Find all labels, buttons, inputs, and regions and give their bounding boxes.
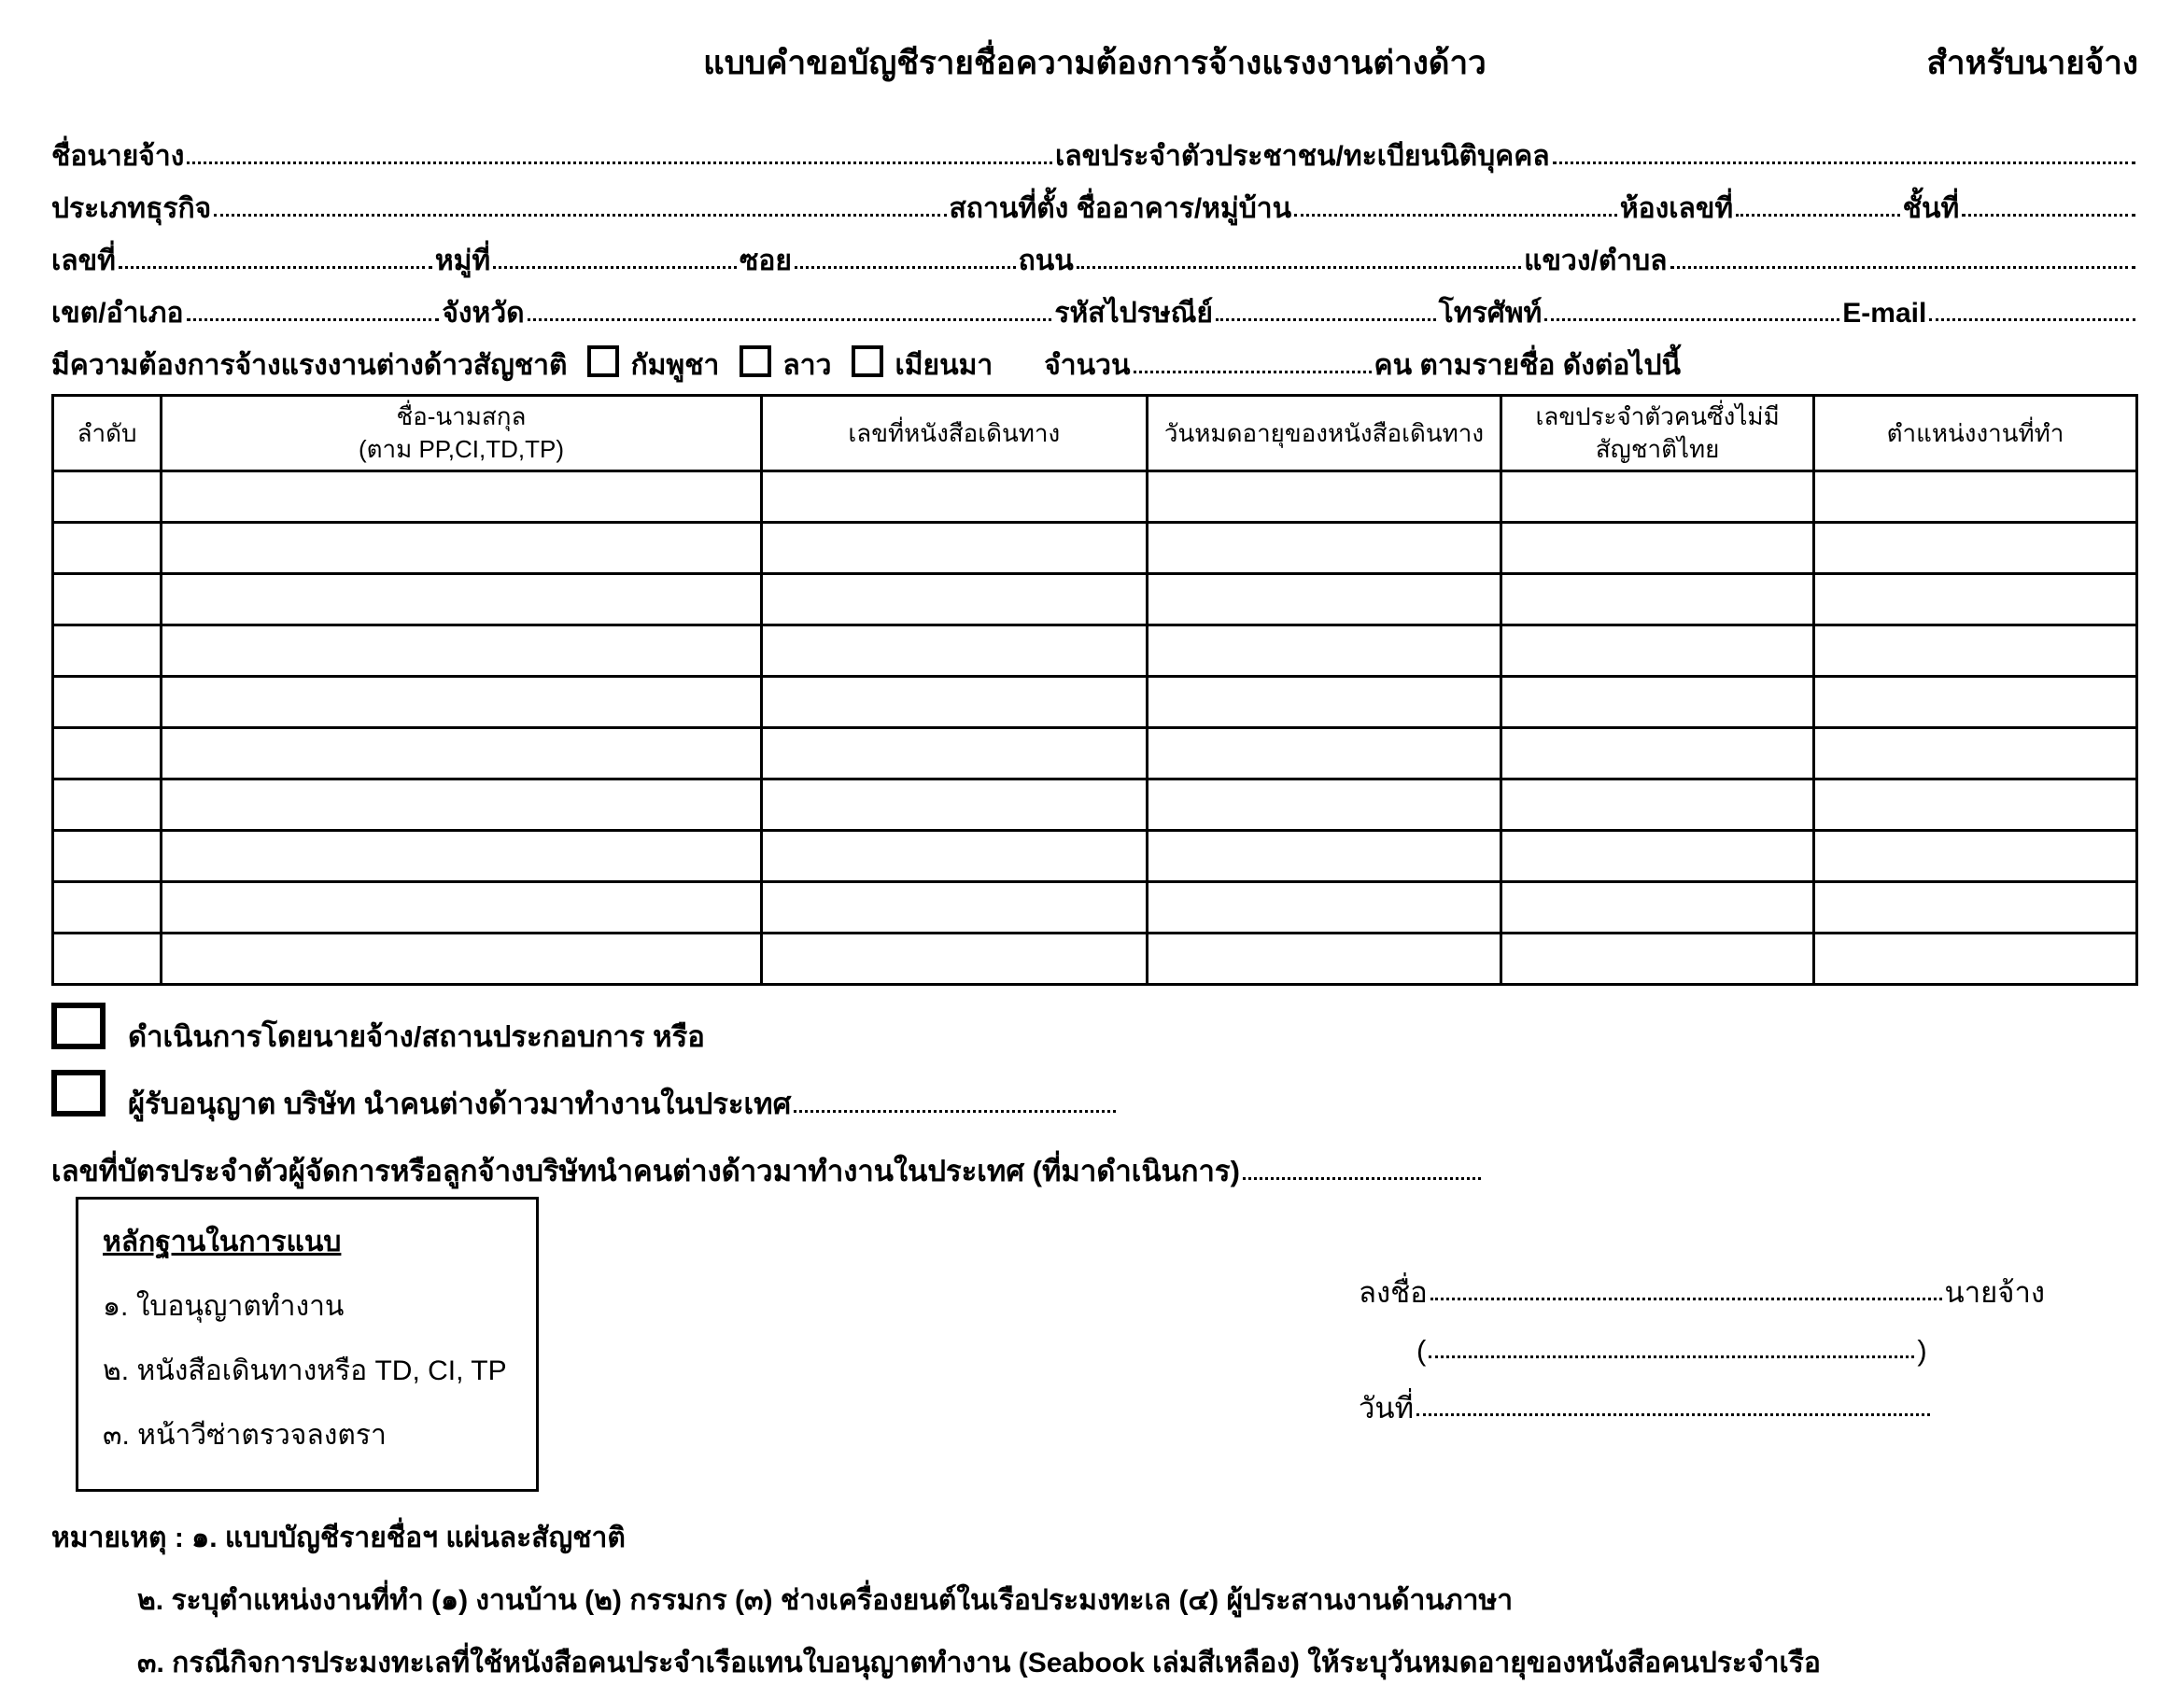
worker-table-cell[interactable]: [53, 831, 162, 882]
date-line: [1359, 1367, 2045, 1425]
floor-fill[interactable]: [1962, 214, 2135, 217]
worker-table-cell[interactable]: [1147, 831, 1501, 882]
worker-table-cell[interactable]: [761, 677, 1147, 728]
worker-table-cell[interactable]: [761, 882, 1147, 934]
nationality-prefix: มีความต้องการจ้างแรงงานต่างด้าวสัญชาติ: [51, 350, 568, 381]
col-header-alien-id: เลขประจำตัวคนซึ่งไม่มีสัญชาติไทย: [1501, 396, 1814, 471]
moo-label: หมู่ที่: [434, 246, 491, 276]
attachment-item-3: ๓. หน้าวีซ่าตรวจลงตรา: [103, 1420, 387, 1452]
worker-table-cell[interactable]: [1814, 677, 2137, 728]
province-label: จังหวัด: [442, 298, 525, 329]
worker-table-cell[interactable]: [53, 882, 162, 934]
subdistrict-label: แขวง/ตำบล: [1524, 246, 1668, 276]
line-employer-name: [51, 119, 2138, 172]
quantity-label: จำนวน: [1044, 350, 1131, 381]
worker-table-cell[interactable]: [761, 831, 1147, 882]
building-fill[interactable]: [1294, 214, 1617, 217]
subdistrict-fill[interactable]: [1670, 266, 2135, 269]
label-cambodia: กัมพูชา: [630, 350, 720, 381]
worker-table-cell[interactable]: [53, 471, 162, 523]
worker-table-cell[interactable]: [53, 523, 162, 574]
worker-table-cell[interactable]: [1501, 728, 1814, 779]
col-header-job-position: ตำแหน่งงานที่ทำ: [1814, 396, 2137, 471]
worker-table-cell[interactable]: [1814, 625, 2137, 677]
worker-table-cell[interactable]: [1814, 882, 2137, 934]
worker-table-cell[interactable]: [1147, 728, 1501, 779]
line-business: [51, 172, 2138, 224]
worker-table-cell[interactable]: [761, 574, 1147, 625]
checkbox-myanmar[interactable]: [852, 345, 883, 377]
worker-table-cell[interactable]: [162, 728, 762, 779]
worker-table-row: [53, 934, 2137, 985]
corner-label: สำหรับนายจ้าง: [1926, 45, 2138, 81]
line-address2: [51, 276, 2138, 329]
phone-label: โทรศัพท์: [1438, 298, 1543, 329]
quantity-suffix: คน ตามรายชื่อ ดังต่อไปนี้: [1374, 350, 1682, 381]
worker-table-cell[interactable]: [53, 574, 162, 625]
worker-table-cell[interactable]: [1814, 574, 2137, 625]
note-line-2: [137, 1579, 2138, 1622]
process-option-employer: [51, 999, 2138, 1053]
worker-table-cell[interactable]: [761, 779, 1147, 831]
note-item-3: ๓. กรณีกิจการประมงทะเลที่ใช้หนังสือคนประจำเรือแทนใบอนุญาตทำงาน (Seabook เล่มสีเหลือง) ให้ระบุวันหมดอายุของหนังสือคนประจำเรือ: [137, 1648, 1821, 1679]
business-type-label: ประเภทธุรกิจ: [51, 193, 212, 224]
employer-name-label: ชื่อนายจ้าง: [51, 141, 185, 172]
soi-fill[interactable]: [795, 266, 1016, 269]
district-fill[interactable]: [187, 318, 440, 321]
label-myanmar: เมียนมา: [895, 350, 993, 381]
signer-name-line: [1359, 1309, 2045, 1367]
worker-table-cell[interactable]: [162, 523, 762, 574]
worker-table-row: [53, 677, 2137, 728]
national-id-label: เลขประจำตัวประชาชน/ทะเบียนนิติบุคคล: [1054, 141, 1550, 172]
house-no-fill[interactable]: [119, 266, 432, 269]
checkbox-cambodia[interactable]: [587, 345, 619, 377]
note-item-1: ๑. แบบบัญชีรายชื่อฯ แผ่นละสัญชาติ: [191, 1523, 626, 1554]
worker-table-cell[interactable]: [53, 728, 162, 779]
business-type-fill[interactable]: [214, 214, 946, 217]
postcode-label: รหัสไปรษณีย์: [1054, 298, 1214, 329]
worker-table-cell[interactable]: [1501, 677, 1814, 728]
worker-table: [51, 394, 2138, 986]
province-fill[interactable]: [528, 318, 1052, 321]
notes-prefix: หมายเหตุ :: [51, 1523, 184, 1554]
worker-table-cell[interactable]: [761, 471, 1147, 523]
date-label: วันที่: [1359, 1392, 1415, 1425]
manager-id-line: [51, 1133, 2138, 1187]
worker-table-cell[interactable]: [53, 625, 162, 677]
road-fill[interactable]: [1077, 266, 1521, 269]
notes-section: [51, 1516, 2138, 1685]
worker-table-cell[interactable]: [1147, 882, 1501, 934]
worker-table-row: [53, 882, 2137, 934]
paren-open: (: [1416, 1334, 1427, 1368]
room-label: ห้องเลขที่: [1619, 193, 1734, 224]
checkbox-by-employer[interactable]: [51, 1003, 106, 1049]
note-line-1: [51, 1516, 2138, 1560]
by-agency-label: ผู้รับอนุญาต บริษัท นำคนต่างด้าวมาทำงานในประเทศ: [128, 1088, 792, 1121]
manager-id-fill[interactable]: [1243, 1177, 1481, 1180]
col-header-no: ลำดับ: [53, 396, 162, 471]
worker-table-row: [53, 779, 2137, 831]
attachment-item-1: ๑. ใบอนุญาตทำงาน: [103, 1291, 345, 1323]
worker-table-cell[interactable]: [1147, 779, 1501, 831]
col-header-name-line2: (ตาม PP,CI,TD,TP): [358, 435, 564, 464]
worker-table-cell[interactable]: [1501, 779, 1814, 831]
worker-table-cell[interactable]: [162, 779, 762, 831]
paren-close: ): [1917, 1334, 1927, 1368]
worker-table-cell[interactable]: [1147, 625, 1501, 677]
process-option-agency: [51, 1066, 2138, 1120]
phone-fill[interactable]: [1544, 318, 1839, 321]
worker-table-cell[interactable]: [1501, 934, 1814, 985]
worker-table-cell[interactable]: [1147, 523, 1501, 574]
worker-table-cell[interactable]: [1501, 831, 1814, 882]
header: [51, 35, 2138, 95]
worker-table-cell[interactable]: [1814, 523, 2137, 574]
worker-table-cell[interactable]: [1814, 471, 2137, 523]
email-fill[interactable]: [1929, 318, 2135, 321]
worker-table-cell[interactable]: [53, 934, 162, 985]
worker-table-cell[interactable]: [1501, 574, 1814, 625]
worker-table-cell[interactable]: [1147, 934, 1501, 985]
attachments-title: หลักฐานในการแนบ: [103, 1227, 342, 1258]
worker-table-row: [53, 574, 2137, 625]
worker-table-cell[interactable]: [162, 574, 762, 625]
worker-table-cell[interactable]: [1501, 471, 1814, 523]
note-line-3: [137, 1641, 2138, 1685]
worker-table-cell[interactable]: [761, 728, 1147, 779]
worker-table-row: [53, 471, 2137, 523]
checkbox-laos[interactable]: [740, 345, 771, 377]
worker-table-cell[interactable]: [53, 677, 162, 728]
employer-name-fill[interactable]: [187, 161, 1052, 164]
note-item-2: ๒. ระบุตำแหน่งงานที่ทำ (๑) งานบ้าน (๒) กรรมกร (๓) ช่างเครื่องยนต์ในเรือประมงทะเล (๔) ผู้ประสานงานด้านภาษา: [137, 1585, 1514, 1617]
by-employer-label: ดำเนินการโดยนายจ้าง/สถานประกอบการ หรือ: [128, 1020, 705, 1054]
line-address1: [51, 224, 2138, 276]
worker-table-row: [53, 523, 2137, 574]
worker-table-cell[interactable]: [1814, 779, 2137, 831]
bottom-row: [51, 1197, 2138, 1492]
national-id-fill[interactable]: [1553, 161, 2135, 164]
col-header-passport-expiry: วันหมดอายุของหนังสือเดินทาง: [1147, 396, 1501, 471]
worker-table-row: [53, 728, 2137, 779]
district-label: เขต/อำเภอ: [51, 298, 184, 329]
line-nationality: [51, 329, 2138, 381]
date-fill[interactable]: [1416, 1413, 1930, 1416]
worker-table-cell[interactable]: [162, 625, 762, 677]
col-header-name: [162, 396, 762, 471]
signature-fill[interactable]: [1430, 1298, 1942, 1300]
worker-table-cell[interactable]: [53, 779, 162, 831]
signature-line: [1359, 1251, 2045, 1309]
col-header-name-line1: ชื่อ-นามสกุล: [396, 402, 527, 430]
col-header-passport-no: เลขที่หนังสือเดินทาง: [761, 396, 1147, 471]
worker-table-cell[interactable]: [761, 934, 1147, 985]
worker-table-body: [53, 471, 2137, 985]
agency-name-fill[interactable]: [794, 1110, 1116, 1113]
attachments-box: [76, 1197, 539, 1492]
worker-table-cell[interactable]: [162, 677, 762, 728]
worker-table-row: [53, 625, 2137, 677]
moo-fill[interactable]: [493, 266, 737, 269]
label-laos: ลาว: [782, 350, 832, 381]
signer-name-fill[interactable]: [1429, 1355, 1914, 1358]
road-label: ถนน: [1018, 246, 1074, 276]
worker-table-cell[interactable]: [761, 523, 1147, 574]
email-label: E-mail: [1842, 298, 1927, 329]
worker-table-cell[interactable]: [1147, 574, 1501, 625]
soi-label: ซอย: [739, 246, 792, 276]
location-label: สถานที่ตั้ง ชื่ออาคาร/หมู่บ้าน: [949, 193, 1292, 224]
worker-table-cell[interactable]: [1501, 882, 1814, 934]
worker-table-cell[interactable]: [1814, 728, 2137, 779]
attachment-item-2: ๒. หนังสือเดินทางหรือ TD, CI, TP: [103, 1355, 507, 1387]
signature-block: [1359, 1251, 2045, 1425]
worker-table-cell[interactable]: [761, 625, 1147, 677]
worker-table-cell[interactable]: [1147, 677, 1501, 728]
worker-table-cell[interactable]: [1814, 831, 2137, 882]
postcode-fill[interactable]: [1216, 318, 1436, 321]
worker-table-row: [53, 831, 2137, 882]
house-no-label: เลขที่: [51, 246, 116, 276]
worker-table-cell[interactable]: [162, 831, 762, 882]
sign-label: ลงชื่อ: [1359, 1276, 1428, 1310]
worker-table-header-row: [53, 396, 2137, 471]
worker-table-cell[interactable]: [1501, 625, 1814, 677]
page-title: แบบคำขอบัญชีรายชื่อความต้องการจ้างแรงงานต่างด้าว: [703, 45, 1487, 81]
worker-table-cell[interactable]: [162, 934, 762, 985]
room-fill[interactable]: [1736, 214, 1899, 217]
checkbox-by-agency[interactable]: [51, 1070, 106, 1116]
quantity-fill[interactable]: [1134, 371, 1372, 373]
floor-label: ชั้นที่: [1902, 193, 1960, 224]
worker-table-cell[interactable]: [1147, 471, 1501, 523]
worker-table-cell[interactable]: [1501, 523, 1814, 574]
signer-suffix: นายจ้าง: [1944, 1276, 2045, 1310]
worker-table-cell[interactable]: [162, 882, 762, 934]
worker-table-cell[interactable]: [162, 471, 762, 523]
manager-id-label: เลขที่บัตรประจำตัวผู้จัดการหรือลูกจ้างบริษัทนำคนต่างด้าวมาทำงานในประเทศ (ที่มาดำเนินการ): [51, 1155, 1240, 1188]
worker-table-cell[interactable]: [1814, 934, 2137, 985]
